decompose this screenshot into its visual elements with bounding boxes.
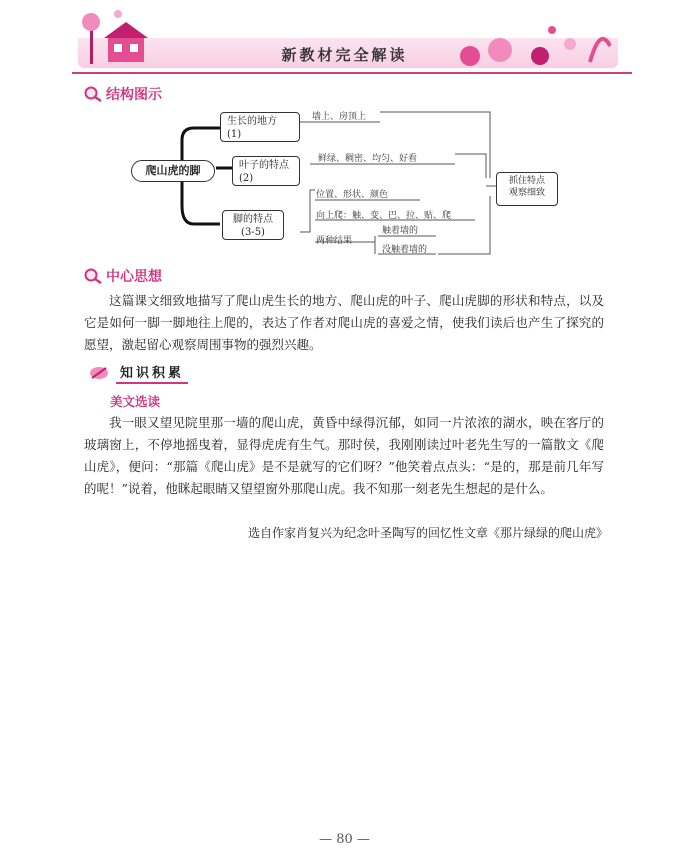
- magnifier-icon: [84, 86, 102, 102]
- diagram-root: [131, 160, 215, 182]
- knowledge-subheading: 美文选读: [110, 394, 161, 409]
- header-title: 新教材完全解读: [281, 46, 408, 64]
- page-header: [0, 0, 689, 78]
- central-heading-text: 中心思想: [106, 269, 162, 285]
- knowledge-paragraph: 我一眼又望见院里那一墙的爬山虎，黄昏中绿得沉郁，如同一片浓浓的湖水，映在客厅的玻璃窗上，不停地摇曳着，显得虎虎有生气。那时侯，我刚刚读过叶老先生写的一篇散文《爬山虎》，便问：“那篇《爬山虎》是不是就写的它们呀？”他笑着点点头：“是的，那是前几年写的呢！”说着，他眯起眼睛又望望窗外那爬山虎。我不知那一刻老先生想起的是什么。: [84, 415, 604, 496]
- leaf-feet-1: 位置、形状、颜色: [316, 190, 389, 200]
- knowledge-source: 选自作家肖复兴为纪念叶圣陶写的回忆性文章《那片绿绿的爬山虎》: [247, 526, 608, 540]
- leaf-feet-2: 向上爬：触、变、巴、拉、贴、爬: [316, 211, 452, 221]
- structure-heading-text: 结构图示: [106, 87, 162, 103]
- feather-pen-icon: [88, 364, 110, 382]
- branch-label: 生长的地方: [227, 116, 277, 127]
- branch-label: 叶子的特点: [239, 160, 289, 171]
- knowledge-heading: [88, 362, 188, 384]
- diagram-branch-feet: [222, 210, 284, 240]
- leaf-leaves-1: 鲜绿、稠密、均匀、好看: [318, 154, 418, 164]
- leaf-feet-result: 两种结果: [316, 236, 353, 246]
- branch-label: 脚的特点: [233, 214, 273, 225]
- branch-num: (2): [239, 173, 254, 184]
- central-paragraph: 这篇课文细致地描写了爬山虎生长的地方、爬山虎的叶子、爬山虎脚的形状和特点，以及它是如何一脚一脚地往上爬的，表达了作者对爬山虎的喜爱之情，使我们读后也产生了探究的愿望，激起留心观察周围事物的强烈兴趣。: [84, 293, 604, 352]
- diagram-root-label: 爬山虎的脚: [145, 164, 201, 177]
- page-number: — 80 —: [319, 832, 370, 847]
- leaf-result-2: 没触着墙的: [382, 245, 428, 255]
- leaf-growth-1: 墙上、房顶上: [312, 112, 367, 122]
- diagram-summary: 抓住特点 观察细致: [496, 172, 558, 206]
- magnifier-icon: [84, 268, 102, 284]
- knowledge-heading-text: 知识积累: [116, 362, 188, 384]
- branch-num: (3-5): [241, 227, 265, 238]
- leaf-result-1: 触着墙的: [382, 226, 419, 236]
- diagram-branch-growth: [220, 112, 300, 142]
- central-heading: [84, 266, 162, 286]
- header-rule: [72, 72, 632, 74]
- diagram-branch-leaves: [232, 156, 300, 186]
- structure-heading: [84, 84, 162, 104]
- branch-num: (1): [227, 129, 242, 140]
